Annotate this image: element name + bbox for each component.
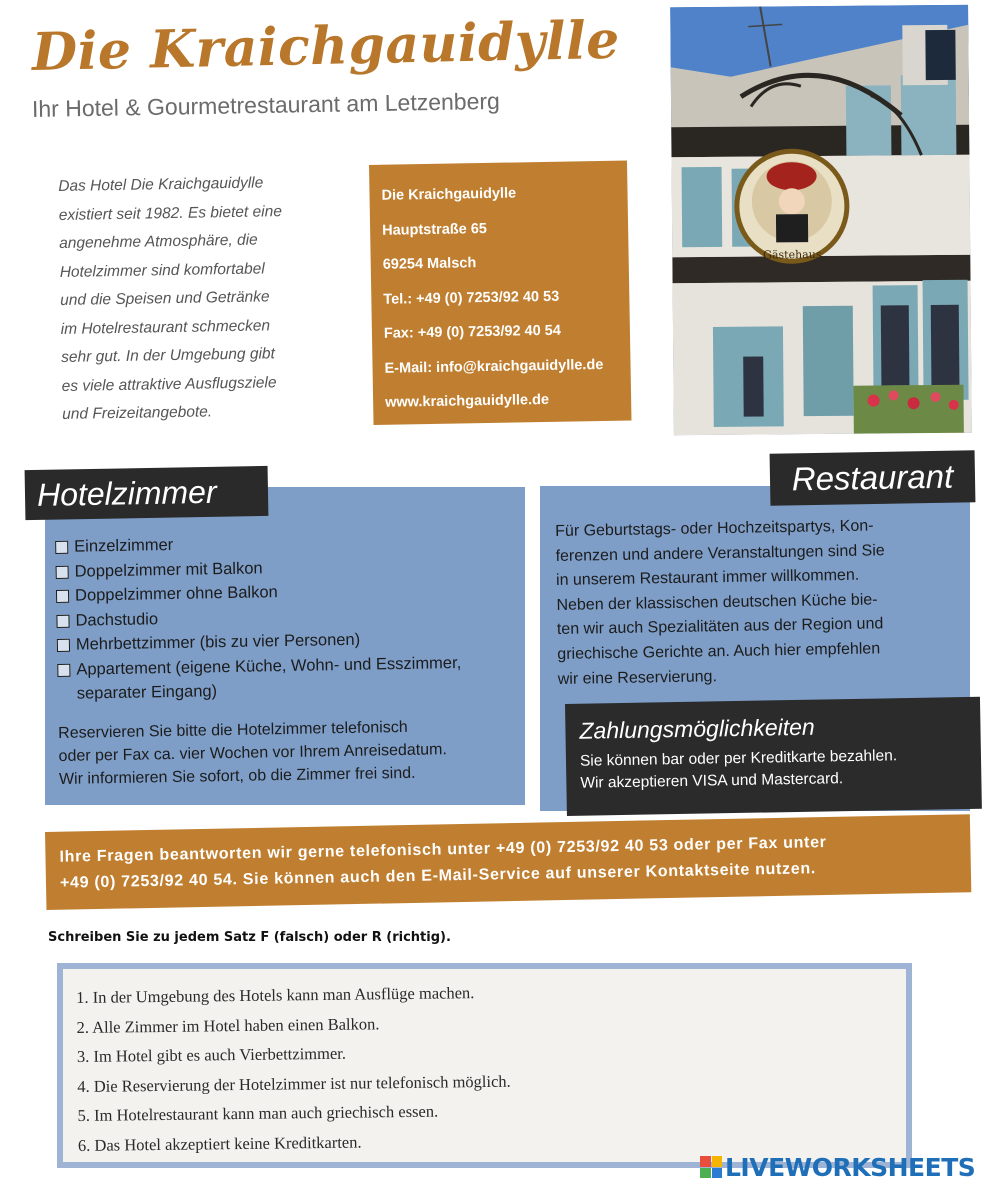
restaurant-line: Neben der klassischen deutschen Küche bie- xyxy=(556,591,878,614)
checkbox-icon xyxy=(57,663,70,676)
payment-line: Wir akzeptieren VISA und Mastercard. xyxy=(580,770,844,792)
liveworksheets-icon xyxy=(700,1156,722,1178)
reservation-note xyxy=(58,714,529,791)
room-type-list xyxy=(55,527,528,707)
list-item: Appartement (eigene Küche, Wohn- und Esszimmer, xyxy=(57,649,527,682)
intro-line: und Freizeitangebote. xyxy=(62,403,213,423)
statement-list xyxy=(76,978,512,1160)
checkbox-icon xyxy=(55,541,68,554)
intro-line: existiert seit 1982. Es bietet eine xyxy=(58,202,283,224)
banner-line: +49 (0) 7253/92 40 54. Sie können auch den E-Mail-Service auf unserer Kontaktseite nutzen. xyxy=(59,860,817,892)
payment-text xyxy=(580,744,968,795)
statement-item: 3. Im Hotel gibt es auch Vierbettzimmer. xyxy=(76,1043,347,1066)
list-item: Dachstudio xyxy=(56,600,526,633)
restaurant-text xyxy=(555,513,958,692)
checkbox-icon xyxy=(57,639,70,652)
contact-phone: Tel.: +49 (0) 7253/92 40 53 xyxy=(383,288,560,308)
contact-city: 69254 Malsch xyxy=(382,255,477,273)
contact-box xyxy=(369,160,631,424)
liveworksheets-text: LIVEWORKSHEETS xyxy=(725,1152,976,1182)
checkbox-icon xyxy=(56,614,69,627)
brand-title: Die Kraichgauidylle xyxy=(31,9,621,83)
task-instruction: Schreiben Sie zu jedem Satz F (falsch) oder R (richtig). xyxy=(48,930,451,945)
intro-line: im Hotelrestaurant schmecken xyxy=(60,316,271,338)
hotel-photo xyxy=(670,5,972,436)
list-item-continuation: separater Eingang) xyxy=(76,682,218,703)
statement-item: 5. Im Hotelrestaurant kann man auch griechisch essen. xyxy=(77,1101,439,1125)
note-line: Reservieren Sie bitte die Hotelzimmer telefonisch xyxy=(58,718,408,742)
contact-fax: Fax: +49 (0) 7253/92 40 54 xyxy=(383,322,562,342)
note-line: Wir informieren Sie sofort, ob die Zimmer frei sind. xyxy=(58,764,416,788)
list-item: Doppelzimmer ohne Balkon xyxy=(56,576,526,609)
list-item: Doppelzimmer mit Balkon xyxy=(55,551,525,584)
intro-text xyxy=(58,168,324,429)
hotelzimmer-heading: Hotelzimmer xyxy=(25,466,269,520)
intro-line: Hotelzimmer sind komfortabel xyxy=(59,259,265,281)
contact-info-banner xyxy=(45,814,971,910)
contact-name: Die Kraichgauidylle xyxy=(381,185,517,204)
statement-item: 4. Die Reservierung der Hotelzimmer ist nur telefonisch möglich. xyxy=(77,1071,511,1096)
checkbox-icon xyxy=(56,565,69,578)
checkbox-icon xyxy=(56,590,69,603)
restaurant-line: wir eine Reservierung. xyxy=(557,667,718,688)
sign-text: Gästehaus xyxy=(763,247,822,262)
restaurant-line: in unserem Restaurant immer willkommen. xyxy=(555,566,860,590)
note-line: oder per Fax ca. vier Wochen vor Ihrem Anreisedatum. xyxy=(58,741,448,765)
intro-line: und die Speisen und Getränke xyxy=(60,288,270,309)
liveworksheets-logo xyxy=(700,1153,995,1181)
list-item: Einzelzimmer xyxy=(55,527,525,560)
payment-line: Sie können bar oder per Kreditkarte bezahlen. xyxy=(579,747,898,770)
intro-line: es viele attraktive Ausflugsziele xyxy=(61,373,277,395)
restaurant-line: Für Geburtstags- oder Hochzeitspartys, Kon- xyxy=(555,517,874,540)
statement-item: 6. Das Hotel akzeptiert keine Kreditkarten. xyxy=(77,1132,362,1155)
contact-street: Hauptstraße 65 xyxy=(382,220,488,239)
intro-line: sehr gut. In der Umgebung gibt xyxy=(61,345,276,366)
contact-website: www.kraichgauidylle.de xyxy=(385,391,550,411)
hotel-facade-illustration xyxy=(670,5,972,436)
list-item: Mehrbettzimmer (bis zu vier Personen) xyxy=(57,625,527,658)
statement-item: 1. In der Umgebung des Hotels kann man Ausflüge machen. xyxy=(76,983,475,1007)
banner-line: Ihre Fragen beantworten wir gerne telefonisch unter +49 (0) 7253/92 40 53 oder per Fax unter xyxy=(59,833,827,866)
restaurant-line: griechische Gerichte an. Auch hier empfehlen xyxy=(557,640,881,663)
restaurant-heading: Restaurant xyxy=(770,450,976,506)
payment-heading: Zahlungsmöglichkeiten xyxy=(579,713,815,744)
intro-line: angenehme Atmosphäre, die xyxy=(59,231,258,252)
brand-subtitle: Ihr Hotel & Gourmetrestaurant am Letzenberg xyxy=(31,87,501,122)
payment-box xyxy=(565,697,982,816)
contact-email: E-Mail: info@kraichgauidylle.de xyxy=(384,356,604,377)
restaurant-line: ferenzen und andere Veranstaltungen sind Sie xyxy=(555,541,885,565)
restaurant-line: ten wir auch Spezialitäten aus der Region und xyxy=(556,615,884,639)
intro-line: Das Hotel Die Kraichgauidylle xyxy=(58,174,264,195)
statement-item: 2. Alle Zimmer im Hotel haben einen Balkon. xyxy=(76,1013,380,1037)
